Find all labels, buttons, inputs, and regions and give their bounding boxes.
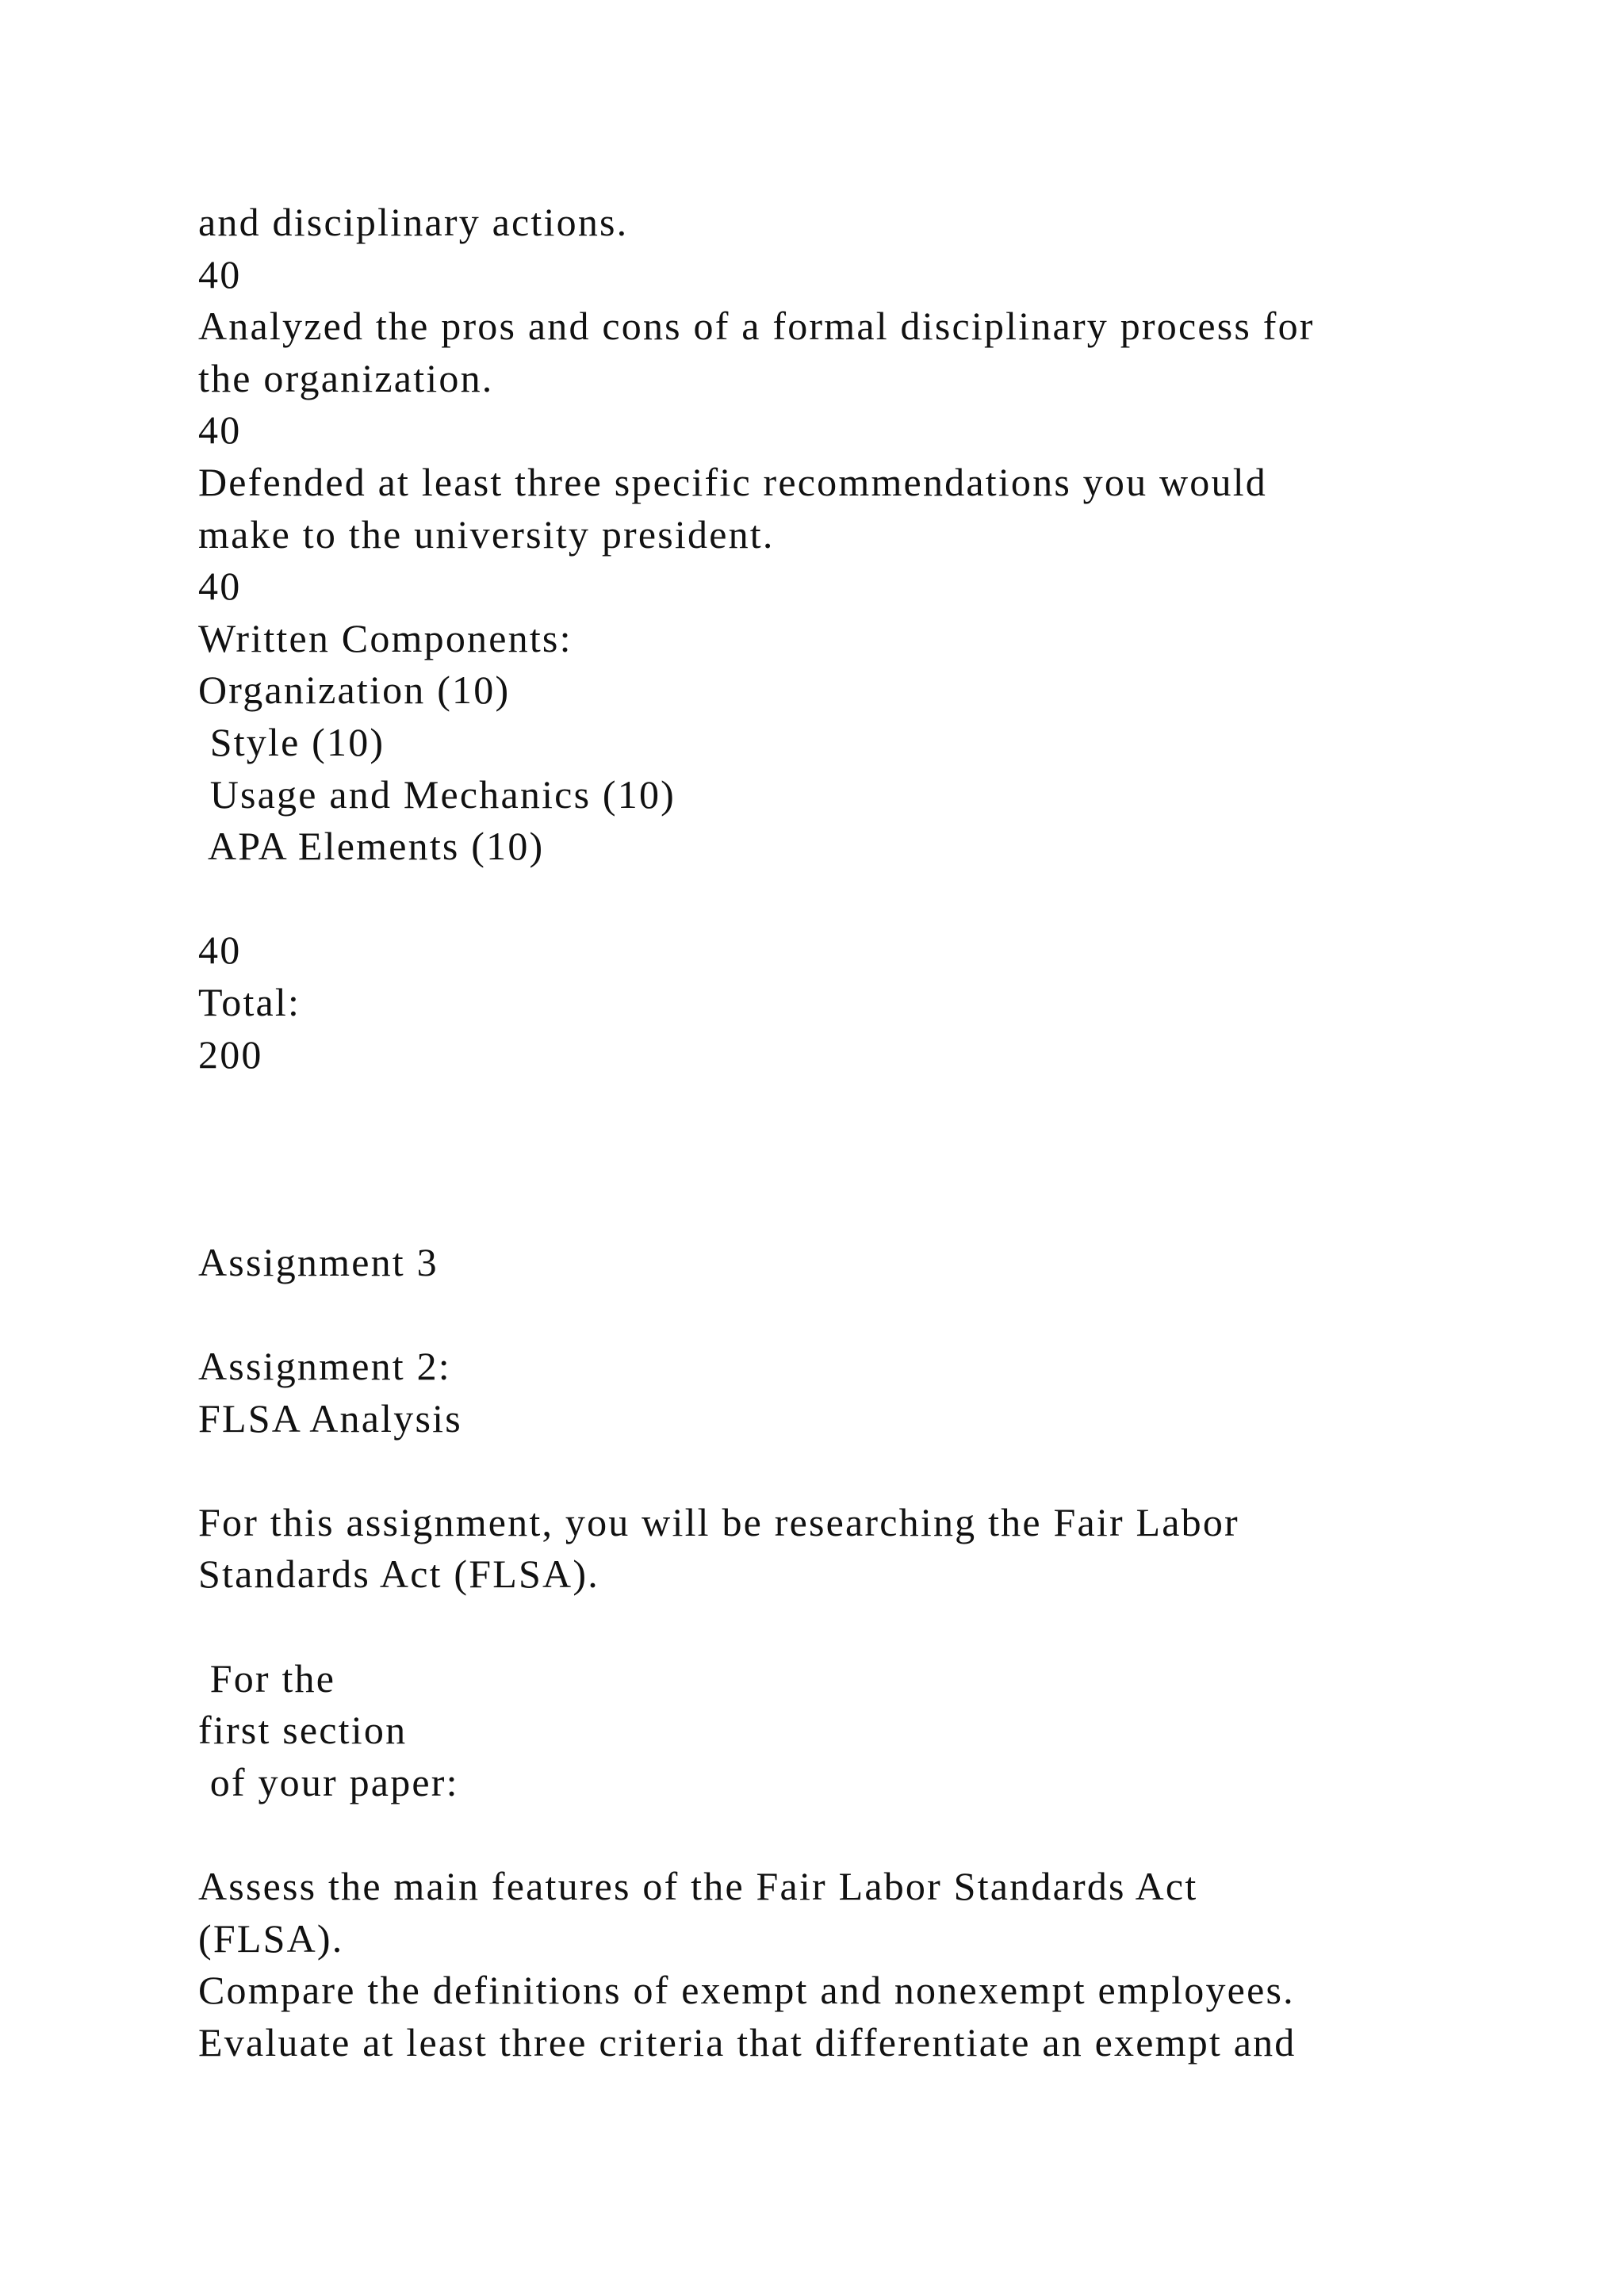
text-line: and disciplinary actions. [198,200,629,244]
text-line: first section [198,1708,408,1753]
blank-line [198,1081,1483,1133]
text-line: 40 [198,408,242,453]
text-line: 200 [198,1031,263,1077]
text-line: Standards Act (FLSA). [198,1552,599,1597]
text-line: APA Elements (10) [198,824,545,869]
text-line: Defended at least three specific recommendations you would [198,459,1267,504]
text-line: Compare the definitions of exempt and nonexempt employees. [198,1968,1295,2013]
text-line: Assess the main features of the Fair Labor Standards Act [198,1864,1198,1908]
text-line: FLSA Analysis [198,1395,462,1441]
text-line: Usage and Mechanics (10) [198,771,676,817]
text-line: Total: [198,979,301,1024]
text-line: For the [198,1655,336,1701]
text-line: Written Components: [198,615,573,660]
blank-line [198,1288,1483,1341]
blank-line [198,1133,1483,1185]
text-line: make to the university president. [198,511,775,557]
text-line: the organization. [198,355,494,400]
blank-line [198,1184,1483,1237]
text-line: For this assignment, you will be researching the Fair Labor [198,1499,1239,1544]
text-line: Assignment 2: [198,1344,451,1389]
blank-line [198,873,1483,925]
text-line: Assignment 3 [198,1239,439,1284]
blank-line [198,1808,1483,1861]
text-line: Style (10) [198,719,385,764]
text-line: 40 [198,564,242,609]
blank-line [198,1601,1483,1653]
blank-line [198,1445,1483,1497]
text-line: Analyzed the pros and cons of a formal disciplinary process for [198,304,1315,349]
document-body [198,197,1483,2068]
text-line: Evaluate at least three criteria that differentiate an exempt and [198,2019,1297,2064]
text-line: (FLSA). [198,1915,344,1961]
text-line: 40 [198,251,242,297]
text-line: Organization (10) [198,668,511,713]
text-line: of your paper: [198,1759,459,1804]
text-line: 40 [198,928,242,973]
